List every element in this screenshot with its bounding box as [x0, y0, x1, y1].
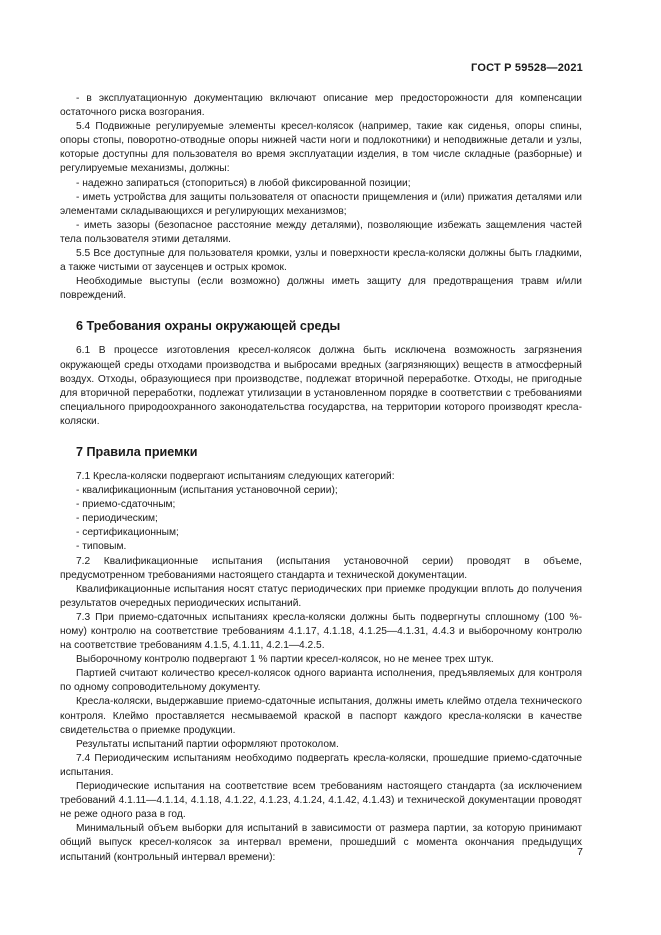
paragraph: Периодические испытания на соответствие всем требованиям настоящего стандарта (за исключением требований 4.1.11—4.1.14, 4.1.18, 4.1.22, 4.1.23, 4.1.24, 4.1.42, 4.1.43) и технической документации проводят не реже одного раза в год.: [60, 781, 582, 821]
list-item: - надежно запираться (стопориться) в любой фиксированной позиции;: [76, 177, 411, 189]
paragraph: Кресла-коляски, выдержавшие приемо-сдаточные испытания, должны иметь клеймо отдела технического контроля. Клеймо проставляется несмываемой краской в паспорт каждого кресла-коляски в качестве свидетельства о приемке продукции.: [60, 696, 582, 736]
page-number: 7: [577, 846, 583, 858]
paragraph: Результаты испытаний партии оформляют протоколом.: [76, 738, 339, 750]
page-body: [60, 92, 582, 865]
paragraph: Выборочному контролю подвергают 1 % партии кресел-колясок, но не менее трех штук.: [76, 654, 494, 666]
list-item: - иметь устройства для защиты пользователя от опасности прищемления и (или) прижатия деталями или элементами складывающихся и регулирующих механизмов;: [60, 191, 582, 217]
paragraph: Квалификационные испытания носят статус периодических при приемке продукции вплоть до получения результатов очередных периодических испытаний.: [60, 583, 582, 609]
paragraph: 6.1 В процессе изготовления кресел-колясок должна быть исключена возможность загрязнения окружающей среды отходами производства и выбросами вредных (загрязняющих) веществ в атмосферный воздух. Отходы, образующиеся при производстве, подлежат вторичной переработке. Отходы, не пригодные для вторичной переработки, подлежат утилизации в установленном порядке в соответствии с требованиями специального природоохранного законодательства государства, на территории которого производят кресла-коляски.: [60, 345, 582, 427]
list-item: - приемо-сдаточным;: [76, 499, 176, 511]
paragraph: - в эксплуатационную документацию включают описание мер предосторожности для компенсации остаточного риска возгорания.: [60, 93, 582, 119]
paragraph: 5.4 Подвижные регулируемые элементы кресел-колясок (например, такие как сиденья, опоры спины, опоры стопы, поворотно-отводные опоры нижней части ноги и подлокотники) и неподвижные детали и узлы, которые доступны для пользователя во время эксплуатации изделия, в том числе складные (разборные) и регулируемые механизмы, должны:: [60, 121, 582, 175]
list-item: - иметь зазоры (безопасное расстояние между деталями), позволяющие избежать защемления частей тела пользователя этими деталями.: [60, 219, 582, 245]
paragraph: 7.4 Периодическим испытаниям необходимо подвергать кресла-коляски, прошедшие приемо-сдаточные испытания.: [60, 752, 582, 778]
section-heading-7: 7 Правила приемки: [76, 444, 198, 459]
list-item: - квалификационным (испытания установочной серии);: [76, 485, 338, 497]
paragraph: 7.1 Кресла-коляски подвергают испытаниям следующих категорий:: [76, 470, 395, 482]
paragraph: 5.5 Все доступные для пользователя кромки, узлы и поверхности кресла-коляски должны быть гладкими, а также чистыми от заусенцев и острых кромок.: [60, 248, 582, 274]
standard-header: ГОСТ Р 59528—2021: [471, 62, 583, 74]
section-heading-6: 6 Требования охраны окружающей среды: [76, 319, 341, 334]
list-item: - сертификационным;: [76, 527, 179, 539]
paragraph: 7.3 При приемо-сдаточных испытаниях кресла-коляски должны быть подвергнуты сплошному (100 %-ному) контролю на соответствие требованиям 4.1.17, 4.1.18, 4.1.25—4.1.31, 4.4.3 и выборочному контролю на соответствие требованиям 4.1.5, 4.1.11, 4.2.1—4.2.5.: [60, 611, 582, 652]
paragraph: Партией считают количество кресел-колясок одного варианта исполнения, предъявляемых для контроля по одному сопроводительному документу.: [60, 668, 582, 694]
paragraph: Необходимые выступы (если возможно) должны иметь защиту для предотвращения травм и/или повреждений.: [60, 276, 582, 302]
paragraph: Минимальный объем выборки для испытаний в зависимости от размера партии, за которую принимают общий выпуск кресел-колясок за интервал времени, прошедший с момента окончания предыдущих испытаний (контрольный интервал времени):: [60, 823, 582, 863]
list-item: - типовым.: [76, 541, 127, 553]
paragraph: 7.2 Квалификационные испытания (испытания установочной серии) проводят в объеме, предусмотренном требованиями настоящего стандарта и технической документации.: [60, 555, 582, 581]
list-item: - периодическим;: [76, 513, 158, 525]
